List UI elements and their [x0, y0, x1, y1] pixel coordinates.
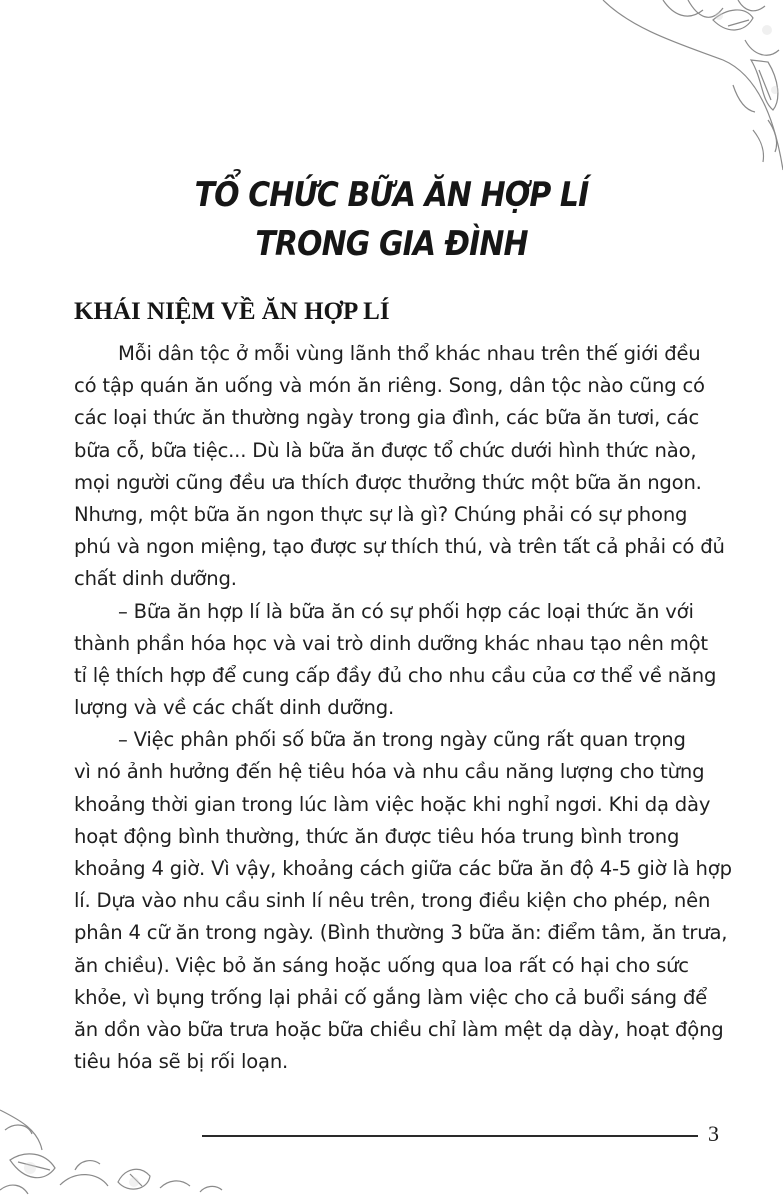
text-line: mọi người cũng đều ưa thích được thưởng thức một bữa ăn ngon. [74, 470, 702, 494]
text-line: Nhưng, một bữa ăn ngon thực sự là gì? Chúng phải có sự phong [74, 502, 688, 526]
text-line: – Bữa ăn hợp lí là bữa ăn có sự phối hợp các loại thức ăn với [118, 599, 694, 623]
text-line: ăn dồn vào bữa trưa hoặc bữa chiều chỉ làm mệt dạ dày, hoạt động [74, 1017, 724, 1041]
paragraph-2 [74, 596, 717, 725]
section-heading: KHÁI NIỆM VỀ ĂN HỢP LÍ [74, 298, 390, 325]
paragraph-3 [74, 724, 732, 1078]
text-line: phú và ngon miệng, tạo được sự thích thú, và trên tất cả phải có đủ [74, 535, 725, 559]
text-line: thành phần hóa học và vai trò dinh dưỡng khác nhau tạo nên một [74, 631, 708, 655]
text-line: tiêu hóa sẽ bị rối loạn. [74, 1050, 289, 1074]
text-line: bữa cỗ, bữa tiệc... Dù là bữa ăn được tổ chức dưới hình thức nào, [74, 438, 697, 462]
text-line: vì nó ảnh hưởng đến hệ tiêu hóa và nhu cầu năng lượng cho từng [74, 760, 705, 784]
chapter-title-line-1: TỔ CHỨC BỮA ĂN HỢP LÍ [194, 174, 589, 215]
text-line: khỏe, vì bụng trống lại phải cố gắng làm việc cho cả buổi sáng để [74, 985, 708, 1009]
text-line: Mỗi dân tộc ở mỗi vùng lãnh thổ khác nhau trên thế giới đều [118, 342, 701, 365]
text-line: khoảng thời gian trong lúc làm việc hoặc khi nghỉ ngơi. Khi dạ dày [74, 792, 711, 816]
text-line: – Việc phân phối số bữa ăn trong ngày cũng rất quan trọng [118, 728, 686, 752]
page-number: 3 [708, 1121, 719, 1146]
vegetable-illustration-bottom [0, 1090, 260, 1200]
text-line: có tập quán ăn uống và món ăn riêng. Song, dân tộc nào cũng có [74, 374, 705, 398]
text-line: ăn chiều). Việc bỏ ăn sáng hoặc uống qua loa rất có hại cho sức [74, 953, 689, 977]
text-line: lượng và về các chất dinh dưỡng. [74, 696, 395, 720]
text-line: chất dinh dưỡng. [74, 567, 237, 591]
text-line: phân 4 cữ ăn trong ngày. (Bình thường 3 bữa ăn: điểm tâm, ăn trưa, [74, 921, 728, 945]
chapter-title [47, 171, 736, 269]
footer-rule [202, 1135, 698, 1137]
text-line: lí. Dựa vào nhu cầu sinh lí nêu trên, trong điều kiện cho phép, nên [74, 889, 711, 913]
body-text [74, 338, 732, 1078]
chapter-title-line-2: TRONG GIA ĐÌNH [255, 223, 528, 264]
text-line: khoảng 4 giờ. Vì vậy, khoảng cách giữa các bữa ăn độ 4-5 giờ là hợp [74, 857, 732, 880]
vegetable-illustration-top [483, 0, 783, 190]
paragraph-1 [74, 338, 725, 596]
text-line: các loại thức ăn thường ngày trong gia đình, các bữa ăn tươi, các [74, 406, 700, 430]
text-line: hoạt động bình thường, thức ăn được tiêu hóa trung bình trong [74, 824, 680, 848]
text-line: tỉ lệ thích hợp để cung cấp đầy đủ cho nhu cầu của cơ thể về năng [74, 663, 717, 687]
